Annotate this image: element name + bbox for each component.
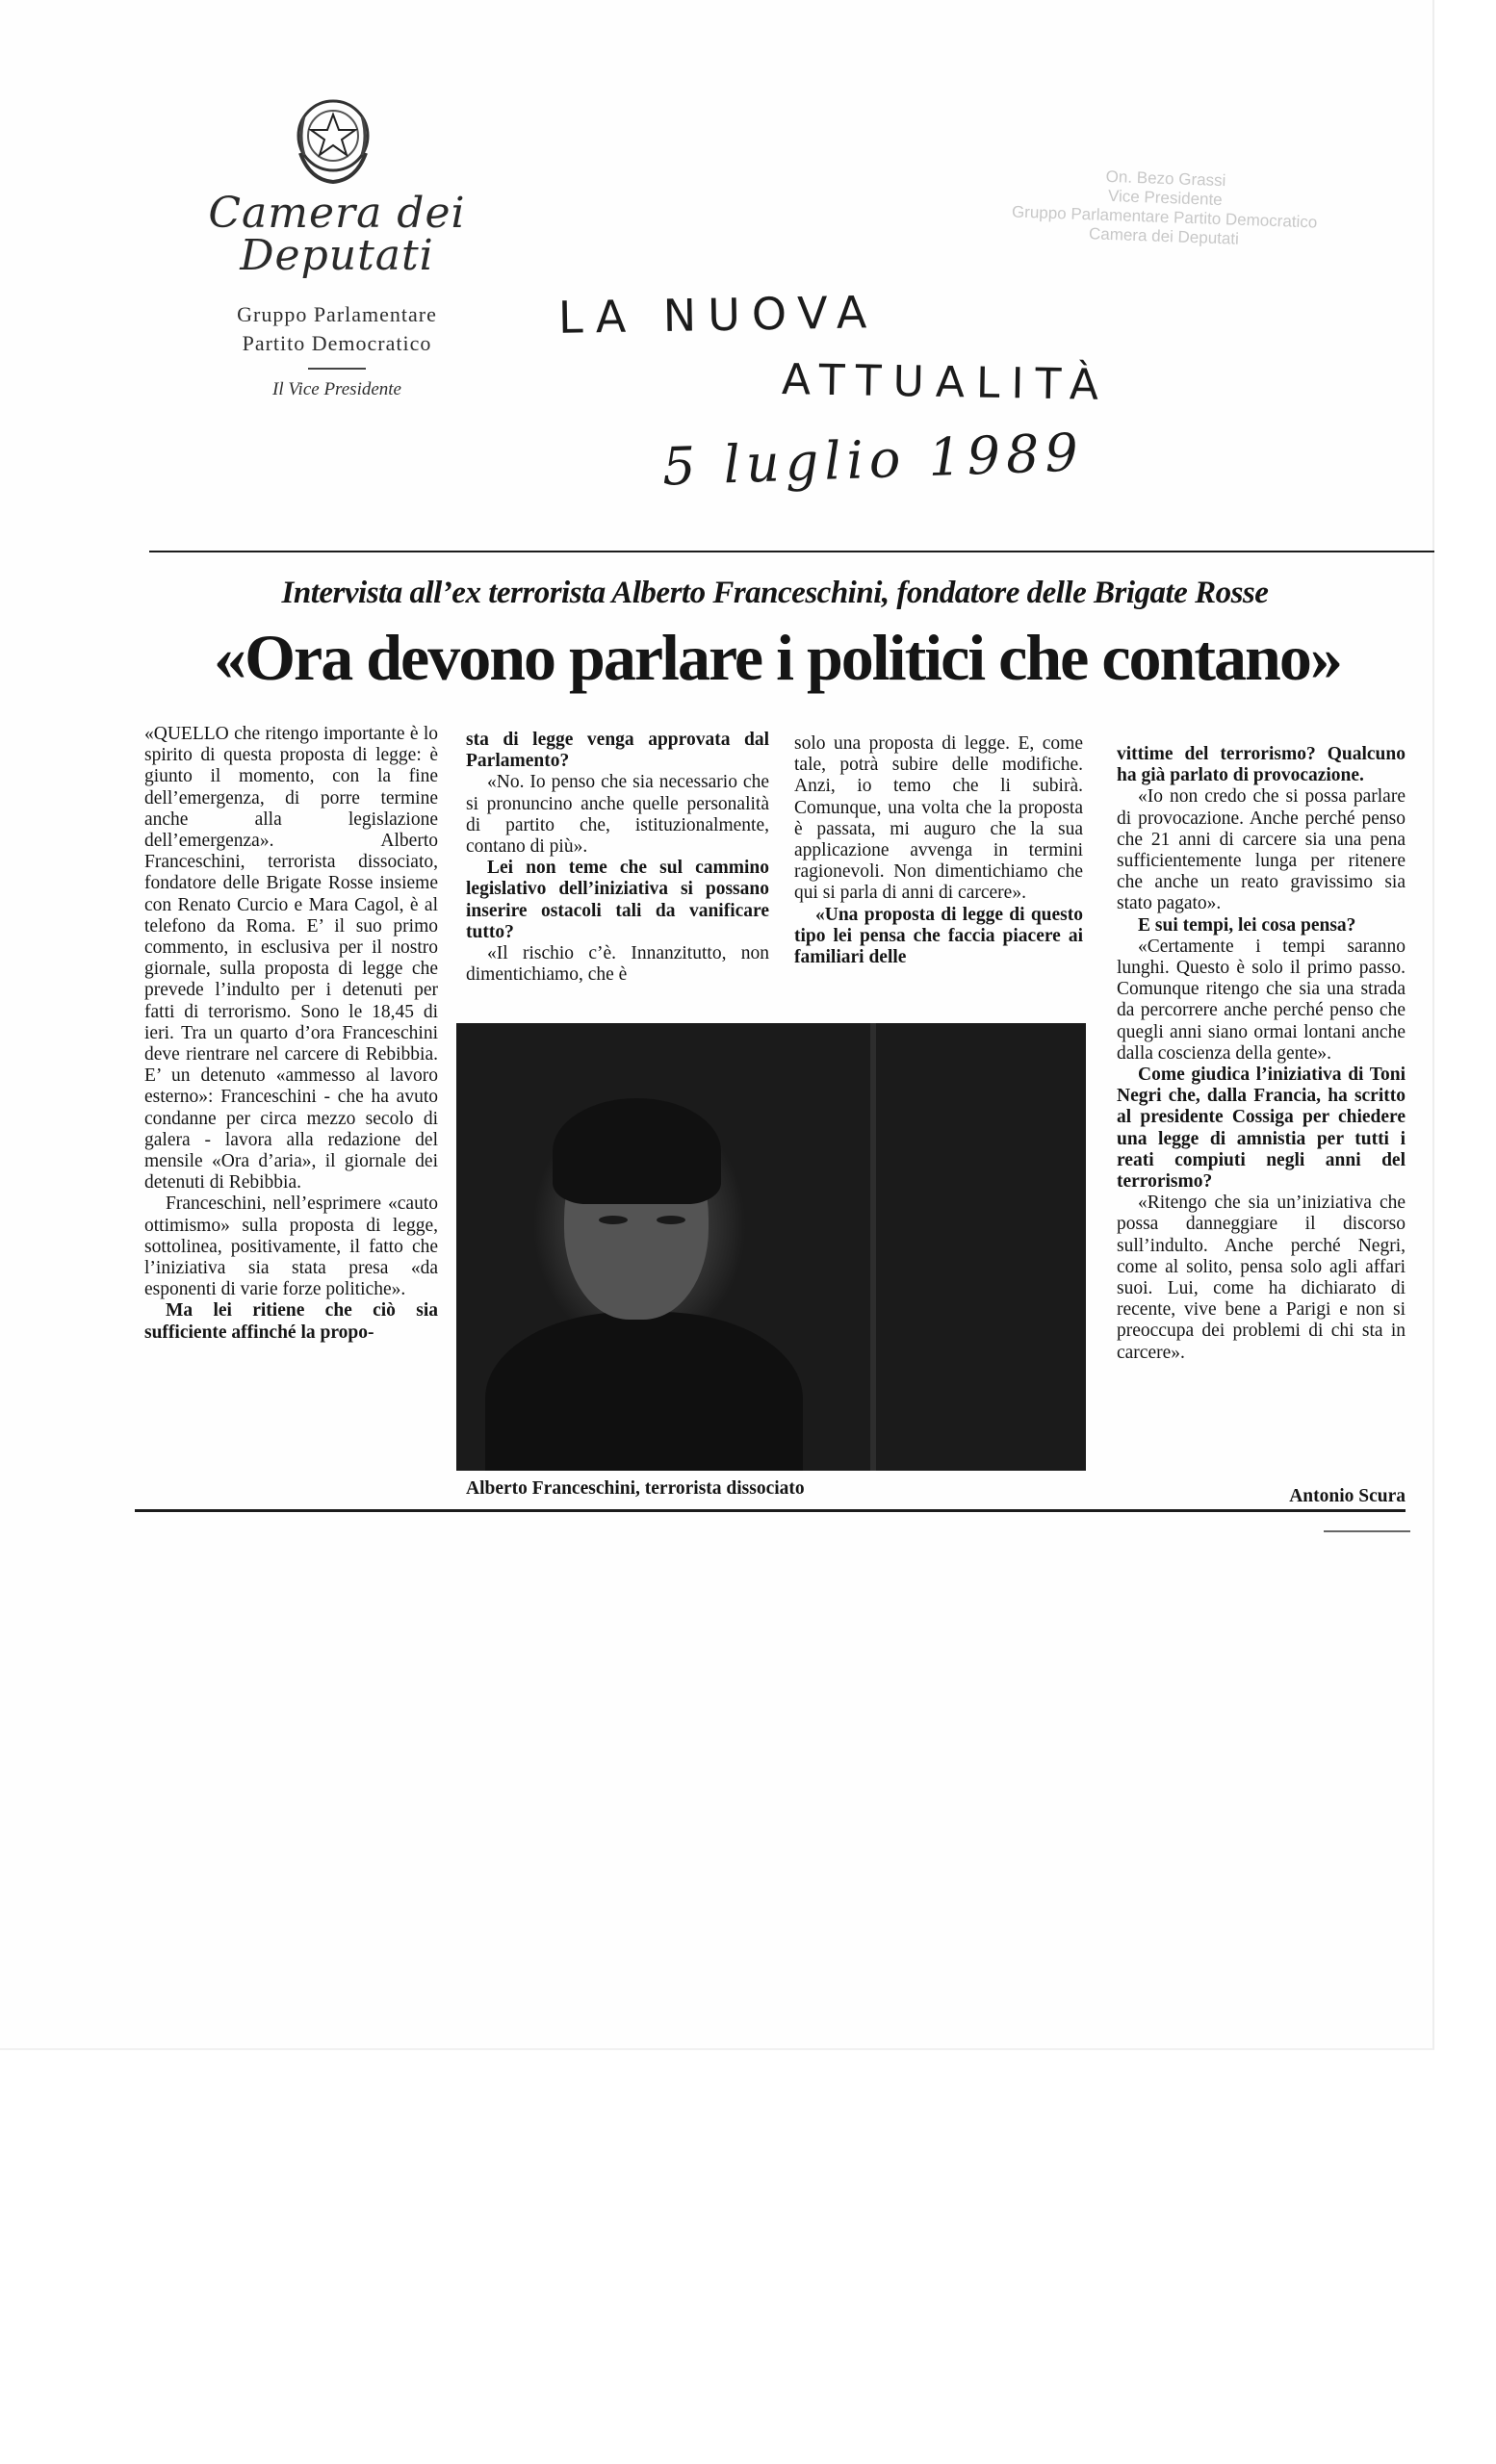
stamp-line-2: Vice Presidente (1107, 186, 1224, 210)
top-rule (149, 551, 1434, 552)
stamp-line-4: Camera dei Deputati (1088, 224, 1240, 248)
italian-republic-emblem-icon (291, 95, 375, 186)
paragraph: solo una proposta di legge. E, come tale, potrà subire delle modifiche. Anzi, io temo che li subirà. Comunque, una volta che la proposta è passata, mi auguro che la sua applicazione avvenga in termini ragionevoli. Non dimentichiamo che qui si parla di anni di carcere». (794, 733, 1083, 904)
interview-question: «Una proposta di legge di questo tipo lei pensa che faccia piacere ai familiari delle (794, 904, 1083, 968)
article-column-3 (794, 733, 1083, 968)
bottom-short-rule (1324, 1530, 1410, 1532)
article-kicker: Intervista all’ex terrorista Alberto Franceschini, fondatore delle Brigate Rosse (281, 576, 1269, 610)
letterhead-party: Partito Democratico (242, 331, 432, 355)
interview-question: sta di legge venga approvata dal Parlamento? (466, 730, 769, 772)
paragraph: Franceschini, nell’esprimere «cauto ottimismo» sulla proposta di legge, sottolinea, positivamente, il fatto che l’iniziativa sia stata presa «da esponenti di varie forze politiche». (144, 1194, 438, 1300)
handwritten-newspaper-name-2: ATTUALITÀ (781, 355, 1111, 410)
letterhead (125, 189, 549, 400)
article-column-2 (466, 730, 769, 986)
paragraph: «Ritengo che sia un’iniziativa che possa danneggiare il discorso sull’indulto. Anche perché Negri, come al solito, pensa solo agli affari suoi. Lui, come ha dichiarato di recente, vive bene a Parigi e non si preoccupa dei problemi di chi sta in carcere». (1117, 1193, 1406, 1363)
interview-question: Ma lei ritiene che ciò sia sufficiente affinché la propo- (144, 1300, 438, 1343)
letterhead-title: Camera dei Deputati (208, 189, 466, 280)
article-headline: «Ora devono parlare i politici che contano» (214, 621, 1341, 694)
stamp-line-3: Gruppo Parlamentare Partito Democratico (1011, 202, 1318, 232)
photo-light-streak (870, 1023, 876, 1471)
faded-stamp (952, 162, 1379, 253)
photo-figure-eye (657, 1216, 685, 1224)
photo-figure-eye (599, 1216, 628, 1224)
paragraph: «Io non credo che si possa parlare di provocazione. Anche perché penso che 21 anni di carcere sia una pena sufficientemente lunga per ritenere che anche un reato gravissimo sia stato pagato». (1117, 786, 1406, 914)
photo-figure-body (485, 1312, 803, 1471)
paragraph: «Certamente i tempi saranno lunghi. Questo è solo il primo passo. Comunque ritengo che sia una strada da percorrere anche perché penso che quegli anni siano ormai lontani anche dalla coscienza della gente». (1117, 936, 1406, 1064)
interview-question: vittime del terrorismo? Qualcuno ha già parlato di provocazione. (1117, 744, 1406, 786)
paragraph: «Il rischio c’è. Innanzitutto, non dimentichiamo, che è (466, 943, 769, 986)
interview-question: E sui tempi, lei cosa pensa? (1138, 914, 1356, 936)
article-photo (456, 1023, 1086, 1471)
photo-caption: Alberto Franceschini, terrorista dissociato (466, 1478, 805, 1499)
bottom-rule (135, 1509, 1406, 1512)
handwritten-newspaper-name: LA NUOVA (557, 286, 879, 344)
letterhead-role: Il Vice Presidente (272, 379, 401, 399)
stamp-line-1: On. Bezo Grassi (1105, 167, 1226, 191)
article-byline: Antonio Scura (1289, 1486, 1406, 1506)
photo-figure-hair (553, 1098, 721, 1204)
letterhead-divider (308, 368, 366, 370)
handwritten-date: 5 luglio 1989 (661, 422, 1085, 498)
interview-question: Come giudica l’iniziativa di Toni Negri che, dalla Francia, ha scritto al presidente Cossiga per chiedere una legge di amnistia per tutti i reati compiuti negli anni del terrorismo? (1117, 1065, 1406, 1193)
paragraph: «No. Io penso che sia necessario che si pronuncino anche quelle personalità di partito che, istituzionalmente, contano di più». (466, 772, 769, 858)
article-column-1 (144, 724, 438, 1344)
article-column-4 (1117, 744, 1406, 1364)
interview-question: Lei non teme che sul cammino legislativo dell’iniziativa si possano inserire ostacoli tali da vanificare tutto? (466, 858, 769, 942)
paragraph: «QUELLO che ritengo importante è lo spirito di questa proposta di legge: è giunto il momento, con la fine dell’emergenza, di porre termine anche alla legislazione dell’emergenza». Alberto Franceschini, terrorista dissociato, fondatore delle Brigate Rosse insieme con Renato Curcio e Mara Cagol, è al telefono da Roma. E’ il suo primo commento, in esclusiva per il nostro giornale, sulla proposta di legge che prevede l’indulto per i detenuti per fatti di terrorismo. Sono le 18,45 di ieri. Tra un quarto d’ora Franceschini deve rientrare nel carcere di Rebibbia. E’ un detenuto «ammesso al lavoro esterno»: Franceschini - che ha avuto condanne per circa mezzo secolo di galera - lavora alla redazione del mensile «Ora d’aria», il giornale dei detenuti di Rebibbia. (144, 724, 438, 1194)
letterhead-group: Gruppo Parlamentare (237, 302, 437, 326)
